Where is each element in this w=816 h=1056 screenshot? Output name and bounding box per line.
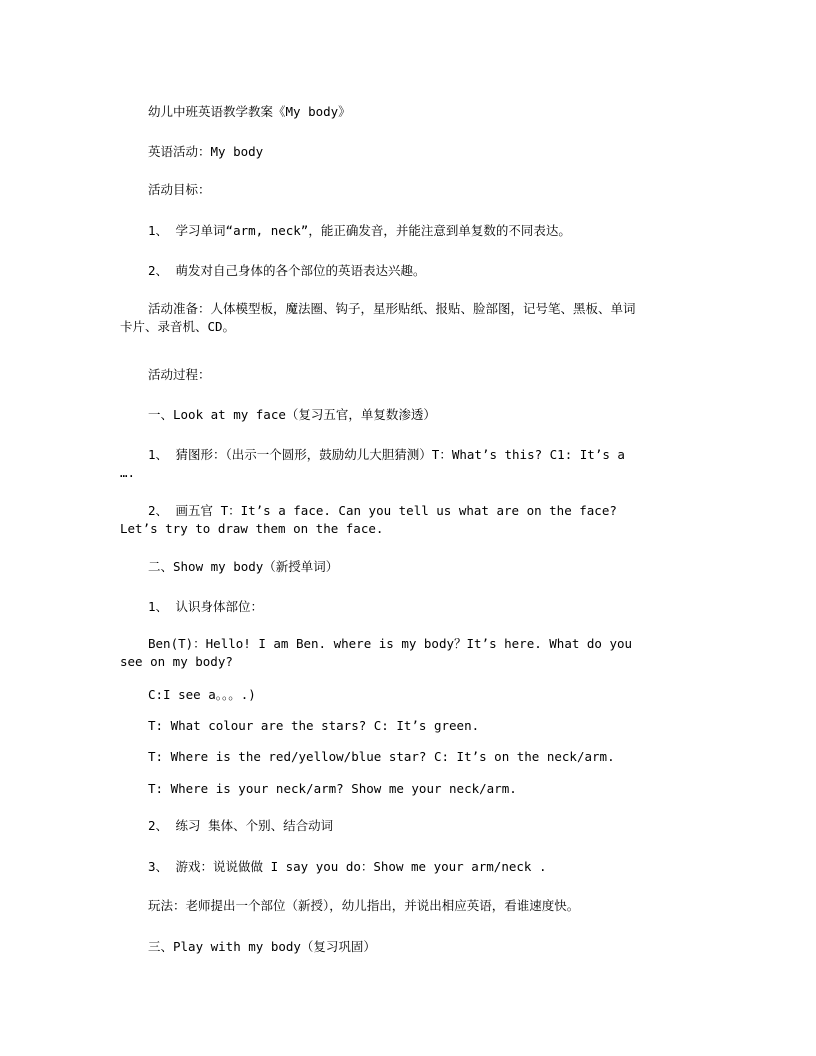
know-body-parts: 1、 认识身体部位： (148, 599, 264, 614)
process-heading: 活动过程： (148, 367, 211, 382)
ben-dialogue-line-1: Ben(T)：Hello! I am Ben. where is my body？It’s here. What do you (148, 636, 633, 651)
part-two-heading: 二、Show my body（新授单词） (148, 559, 339, 574)
where-neck-line: T: Where is your neck/arm? Show me your neck/arm. (148, 781, 517, 796)
goal-item-1: 1、 学习单词“arm, neck”，能正确发音，并能注意到单复数的不同表达。 (148, 223, 571, 238)
game-rule-line: 玩法：老师提出一个部位（新授），幼儿指出，并说出相应英语，看谁速度快。 (148, 898, 580, 913)
guess-shape-paragraph (120, 446, 700, 482)
draw-face-line-2: Let’s try to draw them on the face. (120, 521, 384, 536)
part-three-heading: 三、Play with my body（复习巩固） (148, 939, 376, 954)
goal-heading: 活动目标： (148, 182, 211, 197)
preparation-line-2: 卡片、录音机、CD。 (120, 319, 236, 334)
ben-dialogue-line-2: see on my body? (120, 654, 233, 669)
activity-line: 英语活动：My body (148, 144, 264, 159)
game-line: 3、 游戏：说说做做 I say you do：Show me your arm/neck . (148, 859, 547, 874)
draw-face-paragraph (120, 502, 700, 538)
ben-dialogue-paragraph (120, 635, 700, 671)
where-star-line: T: Where is the red/yellow/blue star? C: It’s on the neck/arm. (148, 749, 615, 764)
goal-item-2: 2、 萌发对自己身体的各个部位的英语表达兴趣。 (148, 263, 426, 278)
draw-face-line-1: 2、 画五官 T：It’s a face. Can you tell us what are on the face? (148, 503, 617, 518)
guess-shape-line-1: 1、 猜图形：（出示一个圆形，鼓励幼儿大胆猜测）T：What’s this? C1: It’s a (148, 447, 625, 462)
preparation-paragraph (120, 300, 700, 336)
part-one-heading: 一、Look at my face（复习五官，单复数渗透） (148, 407, 436, 422)
preparation-line-1: 活动准备：人体模型板，魔法圈、钩子，星形贴纸、报贴、脸部图，记号笔、黑板、单词 (148, 301, 636, 316)
stars-colour-line: T: What colour are the stars? C: It’s green. (148, 718, 480, 733)
child-see-line: C:I see a。。。.) (148, 687, 256, 702)
practice-line: 2、 练习 集体、个别、结合动词 (148, 818, 334, 833)
guess-shape-line-2: …. (120, 465, 136, 480)
document-title: 幼儿中班英语教学教案《My body》 (148, 104, 351, 119)
